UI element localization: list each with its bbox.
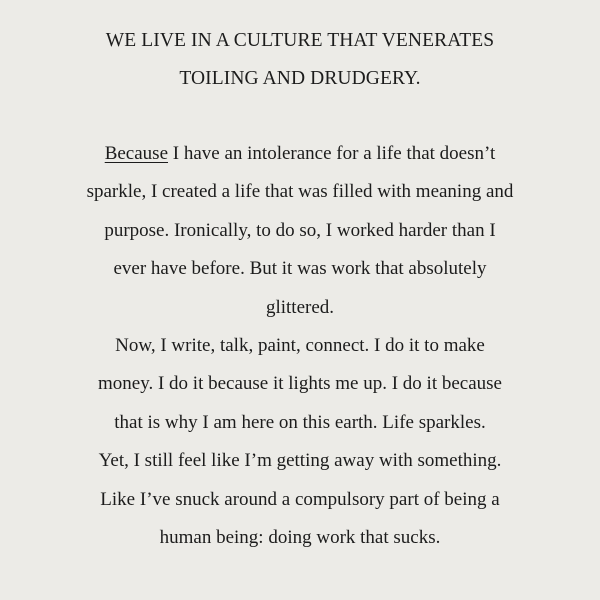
body-line: Like I’ve snuck around a compulsory part of being a — [100, 488, 500, 510]
body-line: glittered. — [265, 296, 335, 318]
body-line: ever have before. But it was work that absolutely — [113, 258, 487, 280]
body-line: money. I do it because it lights me up. I do it because — [97, 373, 502, 395]
body-line: Yet, I still feel like I’m getting away with something. — [98, 450, 502, 472]
body-line: Now, I write, talk, paint, connect. I do it to make — [115, 335, 485, 357]
headline-line: TOILING AND DRUDGERY. — [179, 68, 421, 89]
underlined-word: Because — [104, 143, 169, 164]
body-paragraph — [10, 135, 590, 557]
body-line: that is why I am here on this earth. Life sparkles. — [114, 411, 486, 433]
body-line — [10, 135, 590, 173]
body-line: sparkle, I created a life that was filled with meaning and — [86, 181, 514, 203]
body-line: human being: doing work that sucks. — [159, 527, 441, 549]
body-line-rest: I have an intolerance for a life that doesn’t — [168, 143, 496, 164]
headline-line: WE LIVE IN A CULTURE THAT VENERATES — [105, 30, 495, 51]
body-line: purpose. Ironically, to do so, I worked harder than I — [104, 219, 496, 241]
headline — [20, 22, 580, 98]
